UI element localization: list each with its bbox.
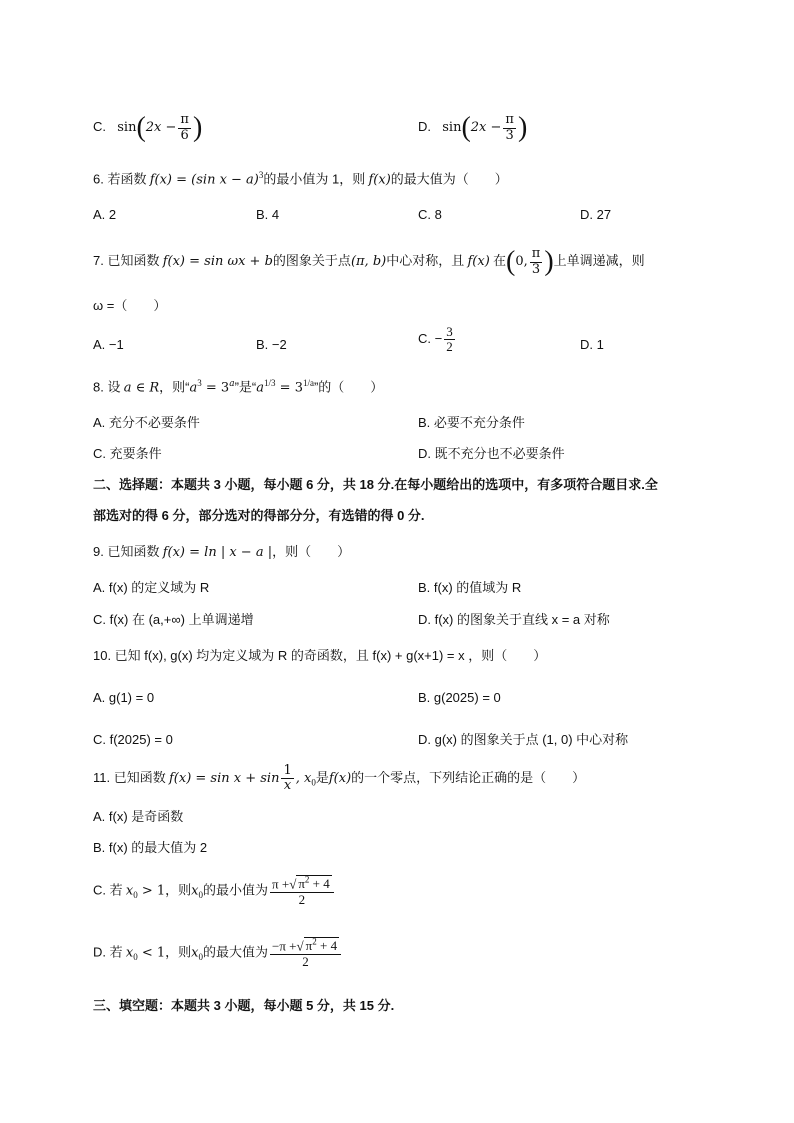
q5-d-inner: 2x − bbox=[470, 120, 502, 136]
q11-fraction: $\frac{1}{x}$ bbox=[283, 763, 292, 794]
q8-option-d[interactable]: D. 既不充分也不必要条件 bbox=[418, 446, 565, 461]
q11-c-fraction: $\frac{\pi +√ \pi^2 + 4}{2}$ bbox=[270, 876, 334, 907]
q6-option-b[interactable]: B. 4 bbox=[256, 207, 280, 222]
q7-c-fraction: $\frac{3}{2}$ bbox=[446, 324, 453, 355]
q5-option-c[interactable]: C. sin(2x − $\frac{\pi}{6}$ ) bbox=[93, 112, 203, 143]
q8-stem: 8. 设 a ∈ R，则“$a^3 = 3^a$”是“$a^{1/3} = 3^{1/a}$”的（ ） bbox=[93, 378, 384, 396]
q7-omega-line: ω =（ ） bbox=[93, 298, 167, 313]
q8-option-c[interactable]: C. 充要条件 bbox=[93, 446, 162, 461]
q6-option-d[interactable]: D. 27 bbox=[580, 207, 612, 222]
q5-c-inner: 2x − bbox=[145, 120, 177, 136]
q8-option-a[interactable]: A. 充分不必要条件 bbox=[93, 415, 200, 430]
section-2-heading-line2: 部选对的得 6 分，部分选对的得部分分，有选错的得 0 分. bbox=[93, 508, 425, 523]
q9-option-c[interactable]: C. f(x) 在 (a,+∞) 上单调递增 bbox=[93, 612, 254, 627]
q9-option-d[interactable]: D. f(x) 的图象关于直线 x = a 对称 bbox=[418, 612, 610, 627]
q11-d-fraction: $\frac{-\pi +√ \pi^2 + 4}{2}$ bbox=[270, 938, 341, 969]
q11-option-b[interactable]: B. f(x) 的最大值为 2 bbox=[93, 840, 208, 855]
q10-stem: 10. 已知 f(x), g(x) 均为定义域为 R 的奇函数，且 f(x) + g(x+1) = x ，则（ ） bbox=[93, 648, 547, 663]
q5-d-sin: sin bbox=[442, 120, 462, 136]
q5-d-label: D. bbox=[418, 119, 431, 135]
q6-stem: 6. 若函数 f(x) = (sin x − a)$^3$的最小值为 1，则 f(x)的最大值为（ ） bbox=[93, 170, 508, 188]
q10-option-b[interactable]: B. g(2025) = 0 bbox=[418, 690, 501, 705]
section-3-heading: 三、填空题：本题共 3 小题，每小题 5 分，共 15 分. bbox=[93, 998, 395, 1013]
q9-option-a[interactable]: A. f(x) 的定义域为 R bbox=[93, 580, 210, 595]
q11-option-a[interactable]: A. f(x) 是奇函数 bbox=[93, 809, 184, 824]
q7-stem: 7. 已知函数 f(x) = sin ωx + b的图象关于点(π, b)中心对称，且 f(x) 在(0, $\frac{\pi}{3}$ )上单调递减，则 bbox=[93, 246, 645, 277]
q5-c-label: C. bbox=[93, 119, 106, 135]
q9-stem: 9. 已知函数 f(x) = ln | x − a |，则（ ） bbox=[93, 544, 351, 560]
q11-option-d[interactable]: D. 若 $x_0 < 1$，则$x_0$的最大值为 $\frac{-\pi +√ \pi^2 + 4}{2}$ bbox=[93, 938, 343, 969]
q7-option-b[interactable]: B. −2 bbox=[256, 337, 287, 352]
q5-c-fraction: $\frac{\pi}{6}$ bbox=[180, 112, 189, 143]
q9-option-b[interactable]: B. f(x) 的值域为 R bbox=[418, 580, 522, 595]
q7-option-c[interactable]: C. − $\frac{3}{2}$ bbox=[418, 324, 453, 355]
q5-c-sin: sin bbox=[117, 120, 137, 136]
q11-option-c[interactable]: C. 若 $x_0 > 1$，则$x_0$的最小值为 $\frac{\pi +√ \pi^2 + 4}{2}$ bbox=[93, 876, 336, 907]
q10-option-d[interactable]: D. g(x) 的图象关于点 (1, 0) 中心对称 bbox=[418, 732, 629, 747]
q10-option-c[interactable]: C. f(2025) = 0 bbox=[93, 732, 173, 747]
q10-option-a[interactable]: A. g(1) = 0 bbox=[93, 690, 155, 705]
q7-interval-fraction: $\frac{\pi}{3}$ bbox=[531, 246, 541, 277]
q5-d-fraction: $\frac{\pi}{3}$ bbox=[505, 112, 514, 143]
q6-option-a[interactable]: A. 2 bbox=[93, 207, 117, 222]
q8-option-b[interactable]: B. 必要不充分条件 bbox=[418, 415, 525, 430]
q7-option-a[interactable]: A. −1 bbox=[93, 337, 124, 352]
q11-stem: 11. 已知函数 f(x) = sin x + sin $\frac{1}{x}$ , $x_0$是f(x)的一个零点，下列结论正确的是（ ） bbox=[93, 763, 586, 794]
q7-option-d[interactable]: D. 1 bbox=[580, 337, 604, 352]
q5-option-d[interactable]: D. sin(2x − $\frac{\pi}{3}$ ) bbox=[418, 112, 528, 143]
q6-option-c[interactable]: C. 8 bbox=[418, 207, 442, 222]
section-2-heading-line1: 二、选择题：本题共 3 小题，每小题 6 分，共 18 分.在每小题给出的选项中，有多项符合题目求.全 bbox=[93, 477, 658, 492]
